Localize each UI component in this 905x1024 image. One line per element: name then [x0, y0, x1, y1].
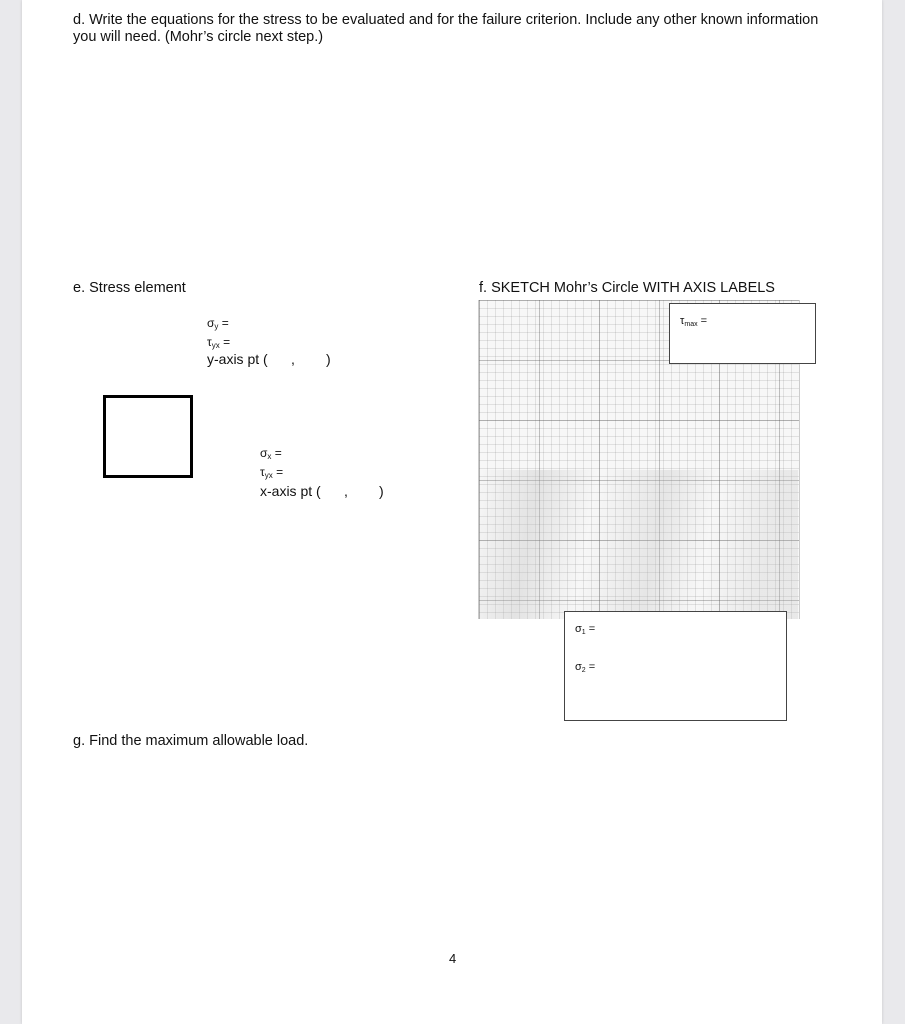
- question-g: g. Find the maximum allowable load.: [73, 733, 309, 749]
- x-axis-point: x-axis pt ( , ): [260, 483, 384, 499]
- worksheet-page: [22, 0, 882, 1024]
- tau-yx-top-subscript: yx: [211, 341, 220, 350]
- stress-element-square: [103, 395, 193, 478]
- principal-stress-box: [564, 611, 787, 721]
- question-f: f. SKETCH Mohr’s Circle WITH AXIS LABELS: [479, 280, 775, 296]
- tau-yx-bottom-subscript: yx: [264, 471, 273, 480]
- sigma-y-symbol: σ: [207, 316, 215, 330]
- tau-yx-top-equals: =: [219, 335, 231, 349]
- sigma-y-equals: =: [218, 316, 229, 330]
- tau-max-label: [680, 314, 707, 332]
- page-number: 4: [449, 951, 457, 966]
- sigma-x-field: [260, 445, 282, 465]
- sigma-x-subscript: x: [267, 452, 272, 461]
- sigma-x-symbol: σ: [260, 446, 268, 460]
- tau-yx-bottom-equals: =: [272, 465, 284, 479]
- sigma-2-subscript: 2: [581, 667, 586, 674]
- tau-yx-bottom-symbol: τ: [260, 465, 265, 479]
- sigma-1-subscript: 1: [581, 629, 586, 636]
- sigma-x-equals: =: [271, 446, 282, 460]
- question-e: e. Stress element: [73, 280, 186, 296]
- tau-yx-top-symbol: τ: [207, 335, 212, 349]
- sigma-y-field: [207, 315, 229, 335]
- sigma-2-equals: =: [585, 661, 596, 673]
- sigma-1-symbol: σ: [575, 623, 582, 635]
- tau-max-box: [669, 303, 816, 364]
- tau-max-subscript: max: [684, 321, 698, 328]
- tau-max-equals: =: [697, 315, 708, 327]
- sigma-1-label: [575, 622, 595, 640]
- question-d: d. Write the equations for the stress to be evaluated and for the failure criterion. Include any other known information you will need. (Mohr’s circle next step.): [73, 12, 819, 45]
- sigma-2-label: [575, 660, 595, 678]
- tau-max-symbol: τ: [680, 315, 685, 327]
- sigma-y-subscript: y: [214, 322, 219, 331]
- sigma-2-symbol: σ: [575, 661, 582, 673]
- tau-yx-bottom-field: [260, 464, 283, 484]
- sigma-1-equals: =: [585, 623, 596, 635]
- y-axis-point: y-axis pt ( , ): [207, 351, 331, 367]
